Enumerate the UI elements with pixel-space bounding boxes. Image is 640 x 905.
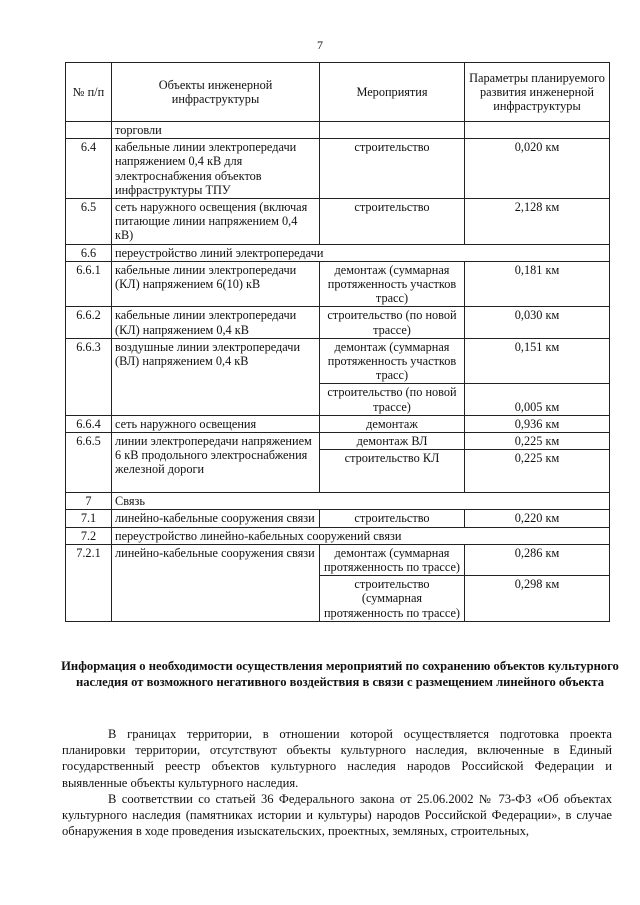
row-action: демонтаж ВЛ: [320, 433, 465, 450]
row-param: 0,181 км: [465, 261, 610, 307]
row-group-title: переустройство линий электропередачи: [112, 244, 610, 261]
table-row: [66, 139, 610, 199]
table-row: [66, 122, 610, 139]
table-row-group: [66, 244, 610, 261]
row-action: демонтаж: [320, 415, 465, 432]
row-num: 6.6.5: [66, 433, 112, 493]
row-param: 0,298 км: [465, 576, 610, 622]
row-object: линейно-кабельные сооружения связи: [112, 510, 320, 527]
row-action: строительство (суммарная протяженность по трассе): [320, 576, 465, 622]
row-param: 2,128 км: [465, 199, 610, 245]
row-object: линейно-кабельные сооружения связи: [112, 544, 320, 621]
row-object: кабельные линии электропередачи (КЛ) напряжением 6(10) кВ: [112, 261, 320, 307]
table-row: [66, 544, 610, 575]
header-actions: Мероприятия: [320, 63, 465, 122]
row-action: демонтаж (суммарная протяженность участков трасс): [320, 261, 465, 307]
row-action: демонтаж (суммарная протяженность участков трасс): [320, 338, 465, 384]
row-param: 0,151 км: [465, 338, 610, 384]
section-title: Информация о необходимости осуществления мероприятий по сохранению объектов культурного наследия от возможного негативного воздействия в связи с размещением линейного объекта: [61, 659, 619, 689]
row-param: 0,286 км: [465, 544, 610, 575]
table-row: [66, 307, 610, 338]
row-action: [320, 122, 465, 139]
table-row: [66, 510, 610, 527]
table-row: [66, 415, 610, 432]
row-action: строительство (по новой трассе): [320, 384, 465, 415]
row-object: торговли: [112, 122, 320, 139]
row-action: строительство КЛ: [320, 450, 465, 493]
row-num: 6.4: [66, 139, 112, 199]
row-action: строительство (по новой трассе): [320, 307, 465, 338]
row-group-title: переустройство линейно-кабельных сооружений связи: [112, 527, 610, 544]
table-row: [66, 433, 610, 450]
row-num: 6.6: [66, 244, 112, 261]
row-object: кабельные линии электропередачи напряжением 0,4 кВ для электроснабжения объектов инфраструктуры ТПУ: [112, 139, 320, 199]
row-num: 6.6.1: [66, 261, 112, 307]
row-action: строительство: [320, 139, 465, 199]
table-row: [66, 261, 610, 307]
table-row: [66, 199, 610, 245]
paragraph: В соответствии со статьей 36 Федерального закона от 25.06.2002 № 73-ФЗ «Об объектах культурного наследия (памятниках истории и культуры) народов Российской Федерации», в случае обнаружения в ходе проведения изыскательских, проектных, земляных, строительных,: [62, 792, 612, 839]
row-param: 0,225 км: [465, 450, 610, 493]
row-param: [465, 122, 610, 139]
row-action: демонтаж (суммарная протяженность по трассе): [320, 544, 465, 575]
row-object: линии электропередачи напряжением 6 кВ продольного электроснабжения железной дороги: [112, 433, 320, 493]
table-row-group: [66, 493, 610, 510]
table-header-row: [66, 63, 610, 122]
row-param: 0,936 км: [465, 415, 610, 432]
row-param: 0,005 км: [465, 384, 610, 415]
row-num: 6.6.3: [66, 338, 112, 415]
row-group-title: Связь: [112, 493, 610, 510]
row-param: 0,225 км: [465, 433, 610, 450]
row-object: сеть наружного освещения (включая питающие линии напряжением 0,4 кВ): [112, 199, 320, 245]
row-action: строительство: [320, 199, 465, 245]
infrastructure-table: [65, 62, 610, 622]
row-param: 0,030 км: [465, 307, 610, 338]
table-row-group: [66, 527, 610, 544]
row-num: [66, 122, 112, 139]
row-action: строительство: [320, 510, 465, 527]
row-object: сеть наружного освещения: [112, 415, 320, 432]
row-num: 7: [66, 493, 112, 510]
row-num: 7.2.1: [66, 544, 112, 621]
table-row: [66, 338, 610, 384]
row-num: 7.2: [66, 527, 112, 544]
row-object: кабельные линии электропередачи (КЛ) напряжением 0,4 кВ: [112, 307, 320, 338]
row-num: 6.6.2: [66, 307, 112, 338]
row-num: 6.6.4: [66, 415, 112, 432]
paragraph: В границах территории, в отношении которой осуществляется подготовка проекта планировки территории, отсутствуют объекты культурного наследия, включенные в Единый государственный реестр объектов культурного наследия народов Российской Федерации и выявленные объекты культурного наследия.: [62, 727, 612, 790]
header-params: Параметры планируемого развития инженерной инфраструктуры: [465, 63, 610, 122]
row-param: 0,220 км: [465, 510, 610, 527]
row-object: воздушные линии электропередачи (ВЛ) напряжением 0,4 кВ: [112, 338, 320, 415]
row-num: 7.1: [66, 510, 112, 527]
header-num: № п/п: [66, 63, 112, 122]
header-objects: Объекты инженерной инфраструктуры: [112, 63, 320, 122]
row-num: 6.5: [66, 199, 112, 245]
row-param: 0,020 км: [465, 139, 610, 199]
page-number: 7: [317, 38, 323, 52]
